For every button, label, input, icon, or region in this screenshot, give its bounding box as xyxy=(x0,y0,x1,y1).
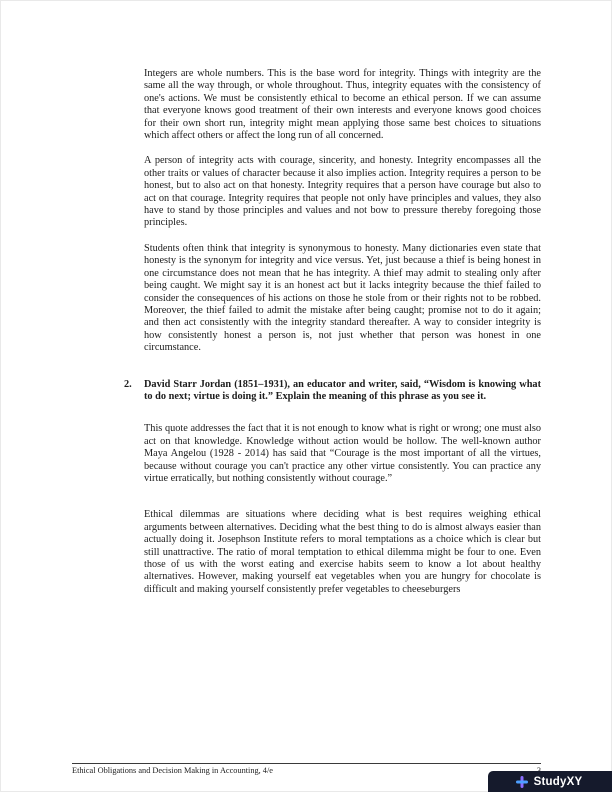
question-number: 2. xyxy=(124,378,132,390)
brand-name: StudyXY xyxy=(533,775,583,788)
studyxy-badge xyxy=(488,771,612,792)
plus-icon xyxy=(516,776,528,788)
paragraph-ethical-dilemmas: Ethical dilemmas are situations where deciding what is best requires weighing ethical arguments between alternatives. Deciding what the best thing to do is almost always easier than actually doing it. Josephson Institute refers to moral temptations as a choice which is clear but still unattractive. The ratio of moral temptation to ethical dilemma might be four to one. Even those of us with the worst eating and exercise habits seem to know a lot about healthy alternatives. However, making yourself eat vegetables when you are hungry for chocolate is difficult and making yourself consistently prefer vegetables to cheeseburgers xyxy=(144,509,541,595)
paragraph-integrity-integers: Integers are whole numbers. This is the base word for integrity. Things with integrity are the same all the way through, or whole throughout. Thus, integrity equates with the consistency of one's actions. We must be consistently ethical to become an ethical person. If we can assume that everyone knows good treatment of their own interests and everyone knows good choices for their own short run, integrity might mean applying those same best choices to situations which affect others or affect the long run of all concerned. xyxy=(144,68,541,142)
question-item-2 xyxy=(124,379,541,404)
footer-book-title: Ethical Obligations and Decision Making in Accounting, 4/e xyxy=(72,766,273,775)
page-content xyxy=(124,68,541,609)
paragraph-person-of-integrity: A person of integrity acts with courage, sincerity, and honesty. Integrity encompasses all the other traits or values of character because it also implies action. Integrity requires a person to be honest, but to also act on that honesty. Integrity requires that a person have courage but also to act on that courage. Integrity requires that people not only have principles and values, they also have to stand by those principles and values and not bow to pressure thereby foregoing those principles. xyxy=(144,155,541,229)
paragraph-integrity-vs-honesty: Students often think that integrity is synonymous to honesty. Many dictionaries even state that honesty is the synonym for integrity and vice versus. Yet, just because a thief is being honest in one circumstance does not mean that he has integrity. A thief may admit to stealing only after being caught. We might say it is an honest act but it lacks integrity because the thief failed to consider the consequences of his actions on those he stole from or their rights not to be robbed. Moreover, the thief failed to admit the mistake after being caught; promise not to do it again; and then act consistently with the integrity standard thereafter. A way to consider integrity is how consistently honest a person is, not just whether that person was honest in one circumstance. xyxy=(144,242,541,354)
question-text: David Starr Jordan (1851–1931), an educator and writer, said, “Wisdom is knowing what to do next; virtue is doing it.” Explain the meaning of this phrase as you see it. xyxy=(144,378,541,402)
page-footer xyxy=(72,763,541,775)
paragraph-quote-answer: This quote addresses the fact that it is not enough to know what is right or wrong; one must also act on that knowledge. Knowledge without action would be hollow. The well-known author Maya Angelou (1928 - 2014) has said that “Courage is the most important of all the virtues, because without courage you can't practice any other virtue consistently. You can practice any virtue erratically, but nothing consistently without courage.” xyxy=(144,423,541,484)
